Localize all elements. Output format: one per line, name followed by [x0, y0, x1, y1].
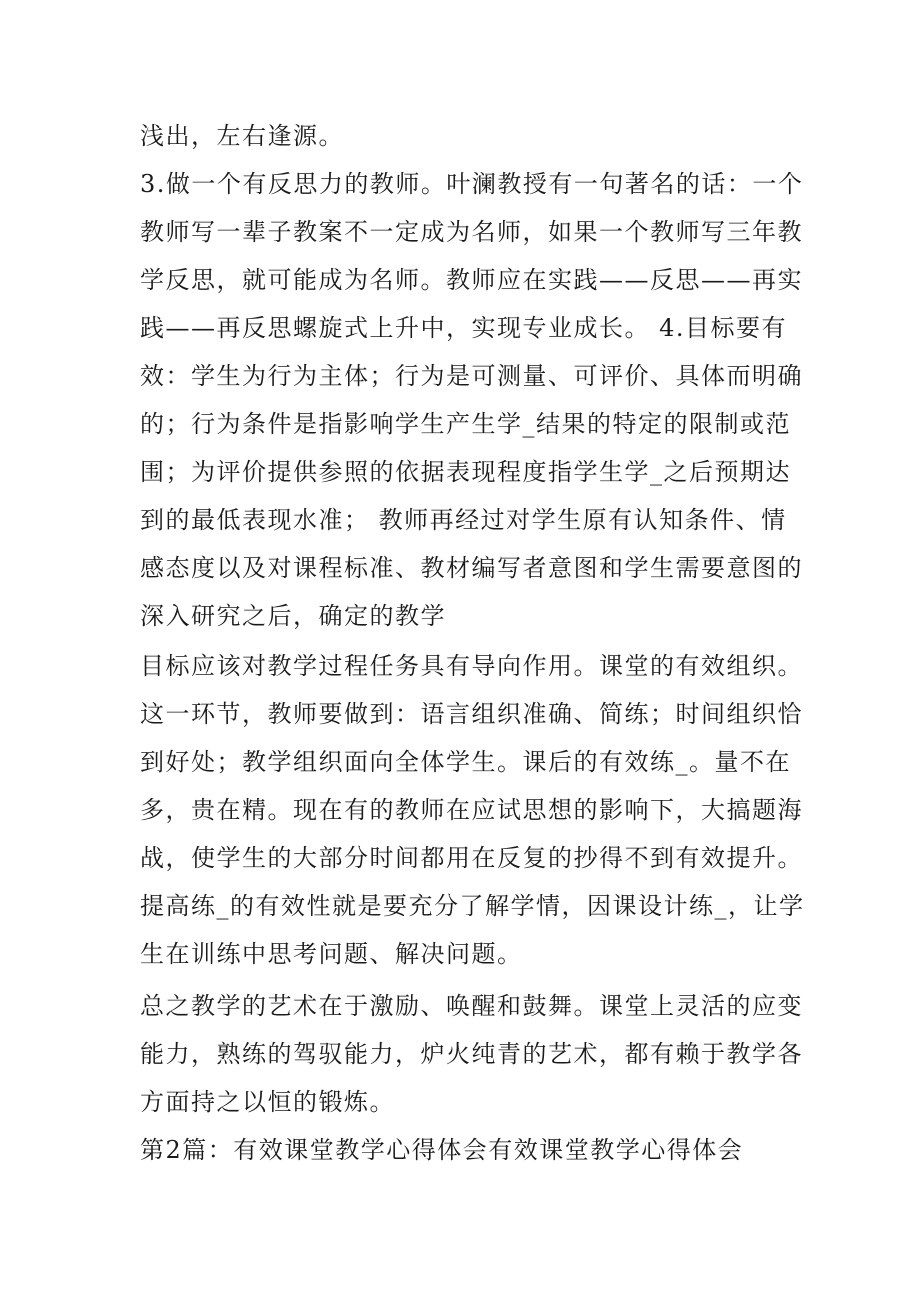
- text-line: 第2篇：有效课堂教学心得体会有效课堂教学心得体会: [140, 1136, 744, 1164]
- text-line: 到的最低表现水准； 教师再经过对学生原有认知条件、情: [140, 506, 787, 534]
- text-line: 到好处；教学组织面向全体学生。课后的有效练_。量不在: [140, 748, 791, 776]
- text-line: 浅出，左右逢源。: [140, 122, 344, 150]
- text-line: 效：学生为行为主体；行为是可测量、可评价、具体而明确: [140, 362, 803, 390]
- text-line: 方面持之以恒的锻炼。: [140, 1088, 395, 1116]
- text-line: 能力，熟练的驾驭能力，炉火纯青的艺术，都有赖于教学各: [140, 1040, 803, 1068]
- text-line: 感态度以及对课程标准、教材编写者意图和学生需要意图的: [140, 554, 803, 582]
- text-line: 这一环节，教师要做到：语言组织准确、简练；时间组织恰: [140, 700, 803, 728]
- text-line: 3.做一个有反思力的教师。叶澜教授有一句著名的话：一个: [140, 170, 804, 198]
- text-line: 提高练_的有效性就是要充分了解学情，因课设计练_，让学: [140, 892, 805, 920]
- text-line: 多，贵在精。现在有的教师在应试思想的影响下，大搞题海: [140, 796, 803, 824]
- text-line: 教师写一辈子教案不一定成为名师，如果一个教师写三年教: [140, 218, 803, 246]
- text-line: 学反思，就可能成为名师。教师应在实践——反思——再实: [140, 266, 803, 294]
- text-line: 践——再反思螺旋式上升中，实现专业成长。 4.目标要有: [140, 314, 788, 342]
- text-line: 总之教学的艺术在于激励、唤醒和鼓舞。课堂上灵活的应变: [140, 992, 803, 1020]
- text-line: 战，使学生的大部分时间都用在反复的抄得不到有效提升。: [140, 844, 803, 872]
- text-line: 目标应该对教学过程任务具有导向作用。课堂的有效组织。: [140, 652, 803, 680]
- text-line: 的；行为条件是指影响学生产生学_结果的特定的限制或范: [140, 410, 791, 438]
- text-line: 生在训练中思考问题、解决问题。: [140, 940, 523, 968]
- text-line: 深入研究之后，确定的教学: [140, 602, 446, 630]
- text-line: 围；为评价提供参照的依据表现程度指学生学_之后预期达: [140, 458, 791, 486]
